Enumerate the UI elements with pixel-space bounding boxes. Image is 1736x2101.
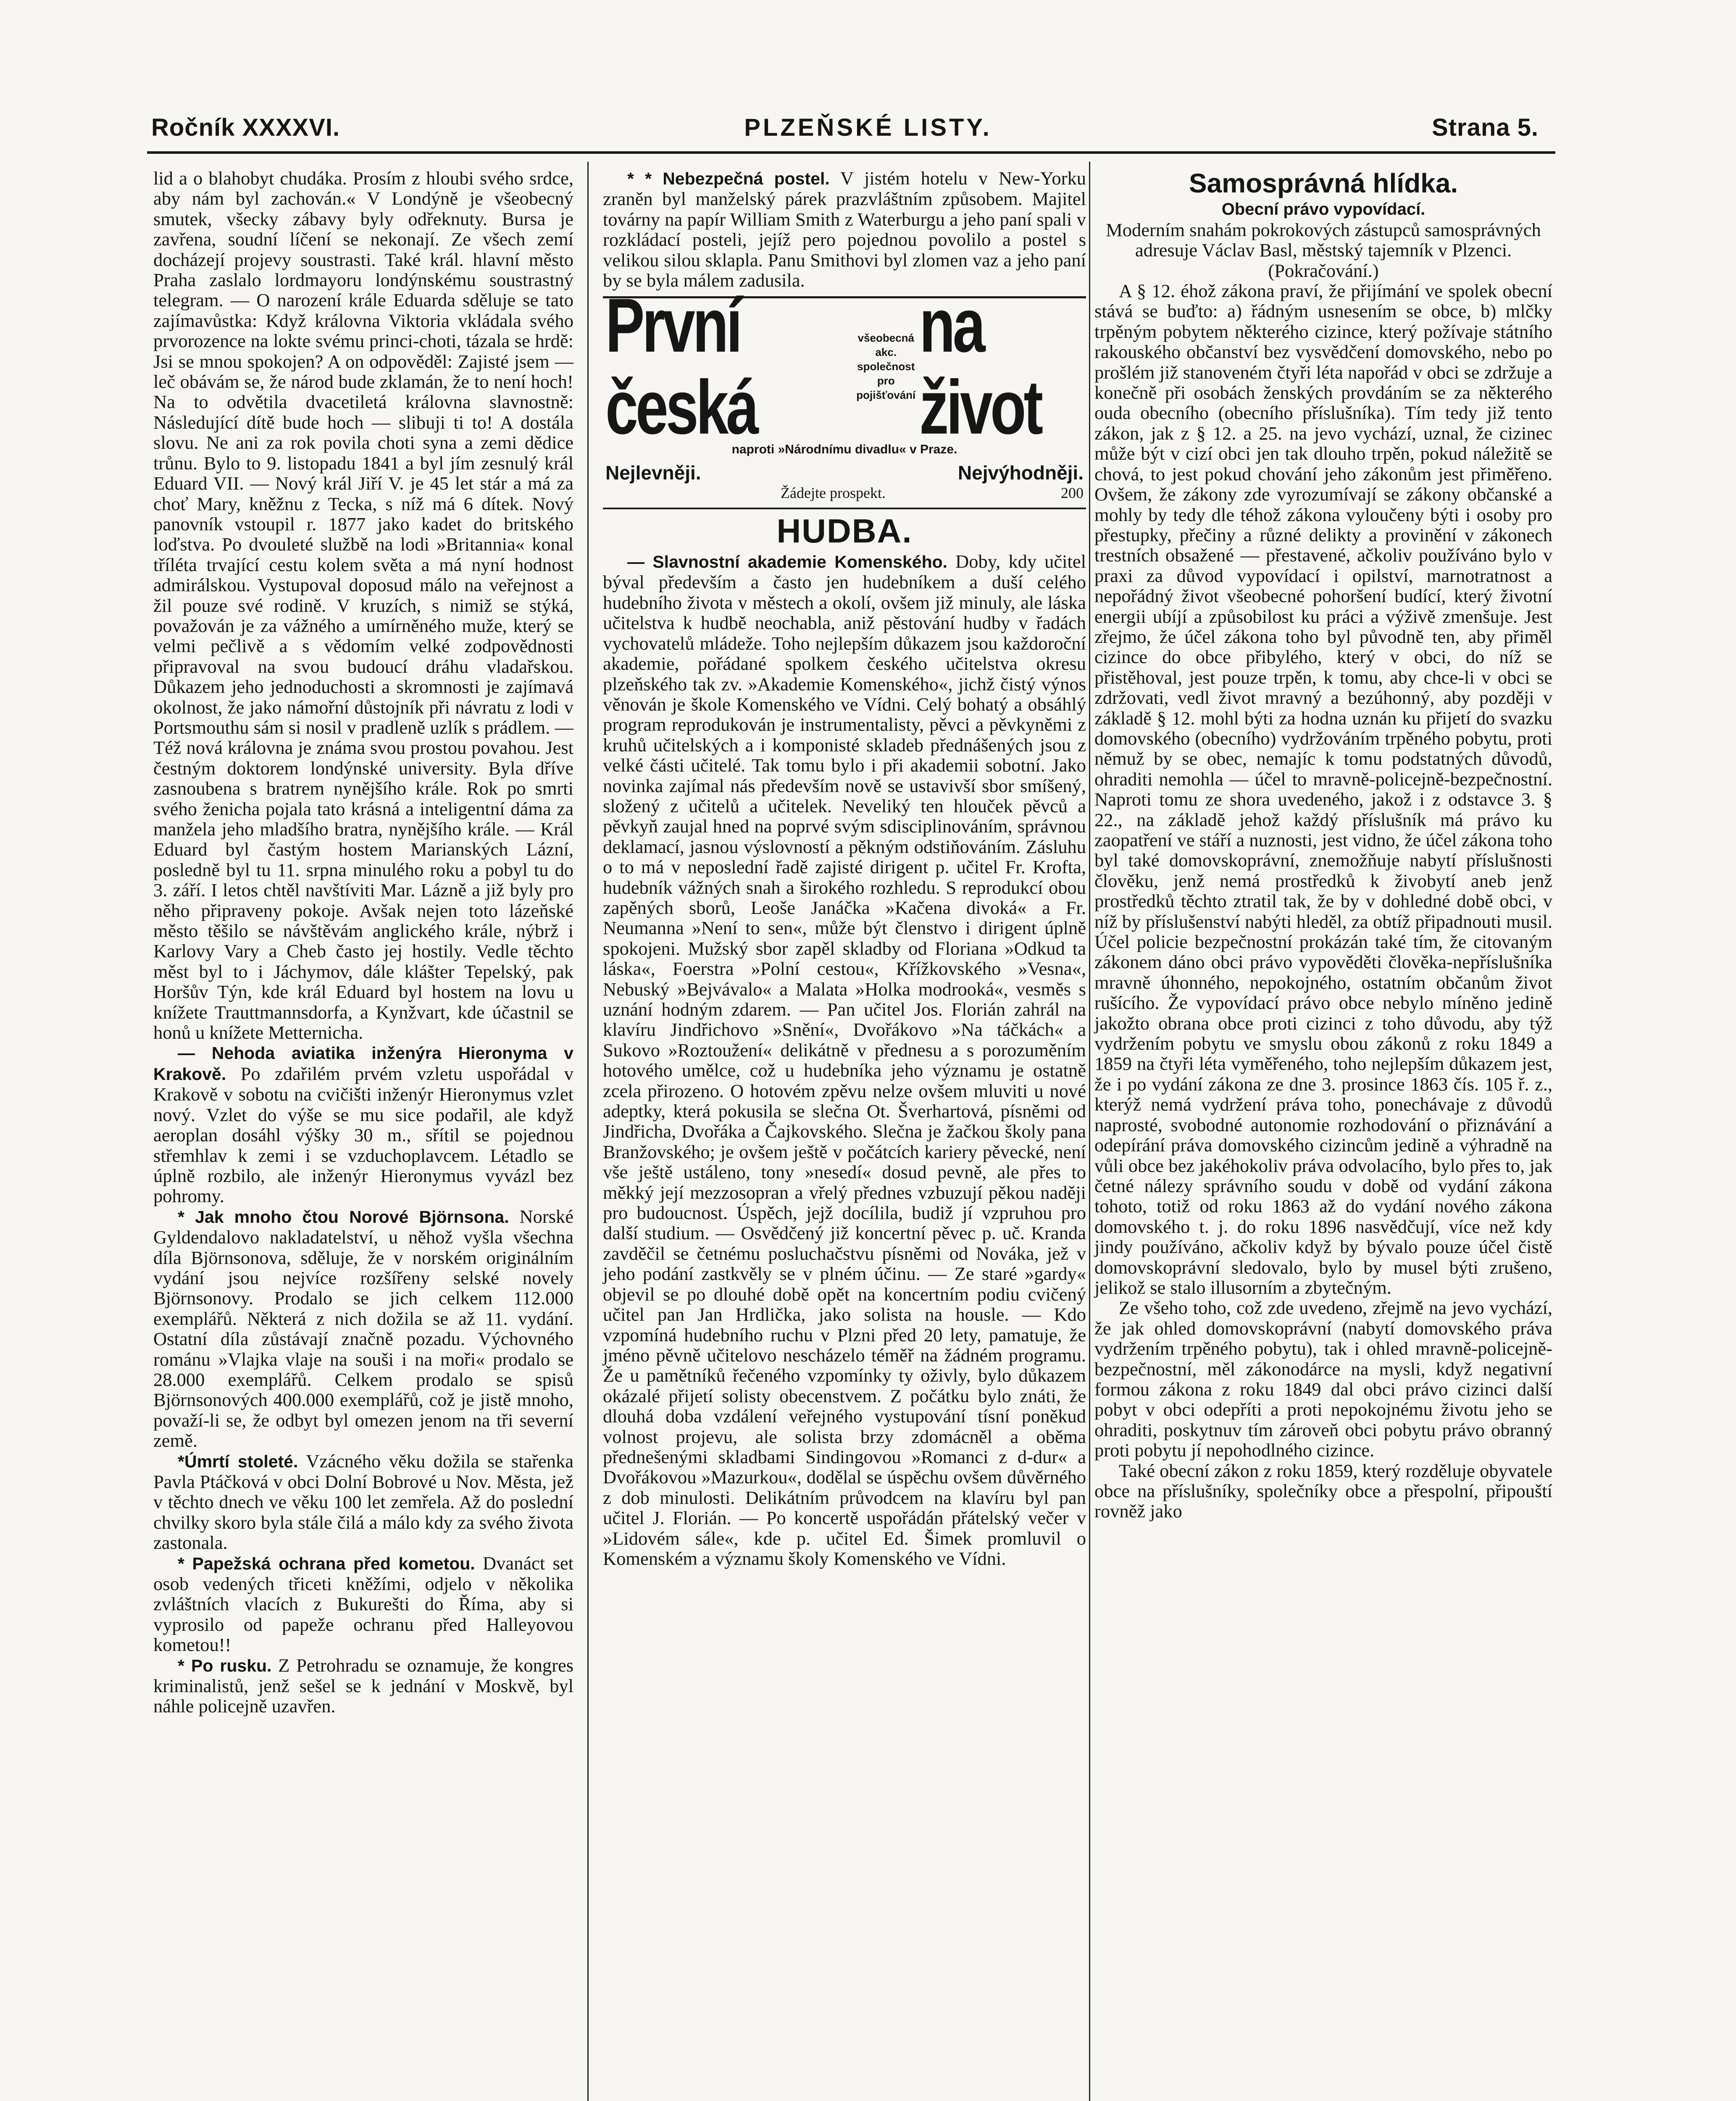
article-text: Také obecní zákon z roku 1859, který rozděluje obyvatele obce na příslušníky, společníky obce a přespolní, připouští rovněž jako xyxy=(1094,1460,1552,1522)
article-headline: — Nehoda aviatika inženýra Hieronyma v Krakově. xyxy=(153,1043,573,1084)
article-intro: Moderním snahám pokrokových zástupců samosprávných adresuje Václav Basl, městský tajemník v Plzenci. xyxy=(1106,219,1541,261)
article-text: Doby, kdy učitel býval především a často jen hudebníkem a duší celého hudebního života v městech a okolí, ovšem již minuly, ale láska učitelstva k hudbě neochabla, aniž pěstování hudby v řadách vychovatelů mládeže. Toho nejlepším důkazem jsou každoroční akademie, pořádané spolkem českého učitelstva okresu plzeňského tak zv. »Akademie Komenského«, jichž čistý výnos věnován je škole Komenského ve Vídni. Celý bohatý a obsáhlý program reprodukován je instrumentalisty, pěvci a pěvkyněmi z kruhů učitelských a i komponisté skladeb přednášených jsou z velké části učitelé. Tak tomu bylo i při akademii sobotní. Jako novinka zajímal nás především nově se ustavivší sbor smíšený, složený z učitelů a učitelek. Neveliký ten hlouček pěvců a pěvkyň zaujal hned na poprvé svým sdisciplinováním, správnou deklamací, jasnou výslovností a pěkným odstiňováním. Zásluhu o to má v neposlední řadě zajisté dirigent p. učitel Fr. Krofta, hudebník vážných snah a širokého rozhledu. S reprodukcí obou zapěných sborů, Leoše Janáčka »Kačena divoká« a Fr. Neumanna »Není to sen«, může být členstvo i dirigent úplně spokojeni. Mužský sbor zapěl skladby od Floriana »Odkud ta láska«, Foerstra »Polní cestou«, Křížkovského »Vesna«, Nebuský »Bejvávalo« a Malata »Holka modrooká«, vesměs s uznání hodným zdarem. — Pan učitel Jos. Florián zahrál na klavíru Jindřichovo »Snění«, Dvořákovo »Na táčkách« a Sukovo »Roztoužení« delikátně v přednesu a s porozuměním hotového umělce, což u hudebníka jeho významu je ostatně zcela přirozeno. O hotovém zpěvu nelze ovšem mluviti u nové adeptky, která pokusila se slečna Ot. Šverhartová, písněmi od Jindřicha, Dvořáka a Čajkovského. Slečna je žačkou školy pana Branžovského; je ovšem ještě v počátcích kariery pěvecké, není vše ještě ustáleno, tony »nesedí« dosud pevně, ale přes to měkký její mezzosopran a vřelý přednes vzbuzují pěkou naději pro budoucnost. Úspěch, jejž docílila, budiž jí vzpruhou pro další studium. — Osvědčený již koncertní pěvec p. uč. Kranda zavděčil se četnému posluchačstvu písněmi od Nováka, jež v jeho podání zastkvěly se v plném účinu. — Ze staré »gardy« objevil se po dlouhé době opět na koncertním podiu cvičený učitel pan Jan Hrdlička, jako solista na housle. — Kdo vzpomíná hudebního ruchu v Plzni před 20 lety, pamatuje, že jméno pěvně učitelovo nescházelo téměř na žádném programu. Že u pamětníků řečeného vzpomínky ty oživly, bylo důkazem okázalé přijetí solisty obecenstvem. Z počátku bylo znáti, že dlouhá doba vzdálení veřejného vystupování tísní poněkud volnost projevu, ale solista brzy zdomácněl a oběma přednešenými skladbami Sindingovou »Romanci z d-dur« a Dvořákovou »Mazurkou«, dodělal se úspěchu ovšem důvěrného z dob minulosti. Delikátním průvodcem na klavíru byl pan učitel J. Florián. — Po koncertě uspořádán přátelský večer v »Lidovém sále«, kde p. učitel Ed. Šimek promluvil o Komenském a významu školy Komenského ve Vídni. xyxy=(603,551,1086,1569)
article-item xyxy=(153,1206,573,1451)
article-text: Ze všeho toho, což zde uvedeno, zřejmě na jevo vychází, že jak ohled domovskoprávní (nabytí domovského práva vydržením trpěného pobytu), tak i ohled mravně-policejně-bezpečnostní, měl zákonodárce na mysli, když negativní formou zákona z roku 1849 dal obci právo cizinci další pobyt v obci odepříti a proti nepokojnému životu jeho se ohraditi, poskytnuv tím zároveň obci pobytu právo obranný proti pobytu jí nepohodlného cizince. xyxy=(1094,1297,1552,1461)
ad-small-line: všeobecná akc. xyxy=(857,332,914,359)
article-item xyxy=(153,1451,573,1553)
article-text: Z Petrohradu se oznamuje, že kongres kriminalistů, jenž sešel se k jednání v Moskvě, byl náhle policejně uzavřen. xyxy=(153,1654,574,1717)
article-item xyxy=(603,551,1086,1569)
article-text: Vzácného věku dožila se stařenka Pavla Ptáčková v obci Dolní Bobrové u Nov. Města, jež v těchto dnech ve věku 100 let zemřela. Až do poslední chvilky skoro byla stále čilá a málo kdy za svého života zastonala. xyxy=(153,1450,574,1553)
article-headline: * Jak mnoho čtou Norové Björnsona. xyxy=(178,1207,509,1227)
article-item xyxy=(603,168,1086,290)
article-headline: * Po rusku. xyxy=(178,1656,272,1675)
ad-headline-left: První česká xyxy=(605,282,757,450)
article-item xyxy=(153,1655,573,1717)
article-text: Po zdařilém prvém vzletu uspořádal v Krakově v sobotu na cvičišti inženýr Hieronymus vzlet nový. Vzlet do výše se mu sice podařil, ale když aeroplan dosáhl výšky 30 m., sřítil se pojednou střemhlav k zemi i se vzduchoplavcem. Létadlo se úplně rozbilo, ale inženýr Hieronymus vyvázl bez pohromy. xyxy=(153,1063,574,1207)
ad-company-type xyxy=(852,331,919,402)
article-headline: — Slavnostní akademie Komenského. xyxy=(627,552,948,572)
article-headline: Obecní právo vypovídací. xyxy=(1221,200,1426,219)
article-headline: *Úmrtí stoleté. xyxy=(178,1451,298,1471)
continuation-note: (Pokračování.) xyxy=(1268,260,1379,281)
ad-slogan-right: Nejvýhodněji. xyxy=(957,461,1084,484)
article-text: Norské Gyldendalovo nakladatelství, u něhož vyšla všechna díla Björnsonova, sděluje, že v norském originálním vydání jsou nejvíce rozšířeny selské novely Björnsonovy. Prodalo se jich celkem 112.000 exemplářů. Některá z nich dožila se až 11. vydání. Ostatní díla zůstávají značně pozadu. Výchovného románu »Vlajka vlaje na souši i na moři« prodalo se 28.000 exemplářů. Celkem prodalo se spisů Björnsonových 400.000 exemplářů, což je jistě mnoho, považí-li se, že odbyt byl omezen jenom na tři severní země. xyxy=(153,1206,573,1451)
newspaper-title: PLZEŇSKÉ LISTY. xyxy=(744,114,992,141)
article-text: lid a o blahobyt chudáka. Prosím z hloubi svého srdce, aby nám byl zachován.« V Londýně je všeobecný smutek, všecky zábavy byly odřeknuty. Bursa je zavřena, soudní líčení se nekonají. Ze všech zemí docházejí projevy soustrasti. Také král. hlavní město Praha zaslalo lordmayoru londýnskému soustrastný telegram. — O narození krále Eduarda sděluje se tato zajímavůstka: Když královna Viktoria vkládala svého prvorozence na lokte svému princi-choti, tázala se hrdě: Jsi se mnou spokojen? A on odpověděl: Zajisté jsem — leč obávám se, že národ bude zklamán, že to není hoch! Na to odvětila dvacetiletá královna slavnostně: Následující dítě bude hoch — slibuji ti to! A dostála slovu. Ne ani za rok povila choti syna a zemi dědice trůnu. Bylo to 9. listopadu 1841 a byl jím zesnulý král Eduard VII. — Nový král Jiří V. je 45 let stár a má za choť Mary, kněžnu z Tecka, s níž má 6 dítek. Nový panovník vstoupil r. 1877 jako kadet do britského loďstva. Po dvouleté službě na lodi »Britannia« konal tříléta trvající cestu kolem světa a má nyní hodnost admirálskou. Vystupoval doposud málo na veřejnost a žil pouze své rodině. V kruzích, s nimiž se stýká, považován je za vážného a umírněného muže, který se velmi pečlivě a s vědomím velké zodpovědnosti připravoval na svou budoucí dráhu vladařskou. Důkazem jeho jednoduchosti a skromnosti je zajímavá okolnost, že jako námořní důstojník při návratu z lodi v Portsmouthu sám si nosil v pradleně uzlík s prádlem. — Též nová královna je známa svou prostou povahou. Jest čestným doktorem londýnské university. Byla dříve zasnoubena s bratrem nynějšího krále. Rok po smrti svého ženicha pojala tato krásná a inteligentní dáma za manžela jeho mladšího bratra, nynějšího krále. — Král Eduard byl častým hostem Marianských Lázní, posledně byl tu 11. srpna minulého roku a pobyl tu do 3. září. I letos chtěl navštíviti Mar. Lázně a již byly pro něho připraveny pokoje. Avšak nejen toto lázeňské město těšilo se návštěvám anglického krále, nýbrž i Karlovy Vary a Cheb často jej hostily. Vedle těchto měst byl to i Jáchymov, dále klášter Tepelský, pak Horšův Týn, kde král Eduard byl hostem na lovu u knížete Trauttmannsdorfa, a Kynžvart, kde účastnil se honů u knížete Metternicha. xyxy=(153,168,573,1043)
ad-headline-right: na život xyxy=(919,282,1041,450)
column-3 xyxy=(1094,168,1552,1522)
ad-number: 200 xyxy=(1060,484,1084,502)
section-title: Samosprávná hlídka. xyxy=(1189,168,1458,198)
page-number: Strana 5. xyxy=(1432,114,1539,141)
column-divider xyxy=(1089,162,1090,2101)
article-text: V jistém hotelu v New-Yorku zraněn byl manželský párek prazvláštním způsobem. Majitel továrny na papír William Smith z Waterburgu a jeho paní spali v rozkládací posteli, jejíž pero pojednou povolilo a postel s velikou silou sklapla. Panu Smithovi byl zlomen vaz a jeho paní by se byla málem zadusila. xyxy=(603,168,1086,291)
ad-slogan-left: Nejlevněji. xyxy=(605,461,701,484)
article-text: A § 12. éhož zákona praví, že přijímání ve spolek obecní stává se buďto: a) řádným usnesením se obce, b) mlčky trpěným pobytem některého cizince, který požívaje státního rakouského občanství bez vysvědčení domovského, nebo po prošlém již stanoveném čtyři léta napořád v obci se zdržuje a konečně při osobách ženských provdáním se za některého ouda obecního (obecního příslušníka). Tím tedy již tento zákon, jak z § 12. a 25. na jevo vychází, uznal, že cizinec může být v cizí obci jen tak dlouho trpěn, pokud náležitě se chová, to jest pokud chování jeho zákonům jest přiměřeno. Ovšem, že zákony zde vyrozumívají se zákony občanské a mohly by tedy dle téhož zákona vyloučeny býti i osoby pro přestupky, přečiny a různé delikty a provinění v zákonech trestních obsažené — přestavené, ačkoliv používáno bylo v praxi za důvod vypovídací i opilství, marnotratnost a nepořádný život všeobecné pohoršení budící, který životní energii ubíjí a způsobilost ku práci a výživě zmenšuje. Jest zřejmo, že účel zákona toho byl původně ten, aby přiměl cizince do obce přibylého, který v obci, do níž se přistěhoval, jest pouze trpěn, k tomu, aby chce-li v obci se zdržovati, vedl život mravný a bezúhonný, aby později v základě § 12. mohl býti za hodna uznán ku přijetí do svazku domovského (obecního) vydržováním trpěného pobytu, proti němuž by se obec, nemajíc k tomu podstatných důvodů, ohraditi nemohla — účel to mravně-policejně-bezpečnostní. Naproti tomu ze shora uvedeného, jakož i z odstavce 3. § 22., na základě jehož každý příslušník má právo ku zaopatření ve stáří a nuznosti, jest vidno, že účel zákona toho byl také domovskoprávní, znemožňuje nabytí příslušnosti člověku, jenž nemá prostředků k živobytí aneb jenž prostředků těchto ztratil tak, že by v dohledné době obci, v níž by příslušenství nabýti hleděl, za obtíž připadnouti musil. Účel policie bezpečnostní prokázán také tím, že citovaným zákonem dáno obci právo vypověděti člověka-nepříslušníka mravně úhonného, nepokojného, ostatním občanům život rušícího. Že vypovídací právo obce nebylo míněno jedině jakožto obrana obce proti cizinci z toho důvodu, aby týž vydržením pobytu ve smyslu obou zákonů z roku 1849 a 1859 na čtyři léta vyměřeného, toho nejlepším důkazem jest, že i po vydání zákona ze dne 3. prosince 1863 čís. 105 ř. z., kterýž nemá vydržení práva toho, ponechávaje z důvodů naprosté, svobodné autonomie rozhodování o přiznávání a odepírání práva domovského cizincům jedině a výhradně na vůli obce bez jakéhokoliv práva odvolacího, bylo přes to, jak četné nálezy správního soudu v době od vydání zákona tohoto, totiž od roku 1863 až do vydání nového zákona domovského t. j. do roku 1896 nasvědčují, více než kdy jindy používáno, ačkoliv když by bývalo pouze účel čistě domovskoprávní sledovalo, bylo by musel býti zrušeno, jelikož se stalo illusorním a zbytečným. xyxy=(1094,280,1552,1298)
section-title: HUDBA. xyxy=(776,512,913,550)
article-item xyxy=(153,1553,573,1655)
ad-small-line: pro pojišťování xyxy=(856,374,916,402)
ad-small-line: společnost xyxy=(857,360,915,373)
insurance-advertisement xyxy=(603,282,1086,509)
volume-number: Ročník XXXXVI. xyxy=(151,114,340,141)
column-1 xyxy=(153,168,573,1717)
article-headline: * * Nebezpečná postel. xyxy=(627,169,830,188)
article-item xyxy=(153,1043,573,1206)
ad-address: naproti »Národnímu divadlu« v Praze. xyxy=(731,442,957,457)
ad-prospect: Žádejte prospekt. xyxy=(781,484,886,502)
column-divider xyxy=(587,162,589,2101)
column-2 xyxy=(603,168,1086,1569)
article-headline: * Papežská ochrana před kometou. xyxy=(178,1553,475,1573)
header-rule xyxy=(147,151,1555,154)
article-text: Dvanáct set osob vedených třiceti kněžími, odjelo v několika zvláštních vlacích z Bukurešti do Říma, aby si vyprosilo od papeže ochranu před Halleyovou kometou!! xyxy=(153,1552,574,1656)
